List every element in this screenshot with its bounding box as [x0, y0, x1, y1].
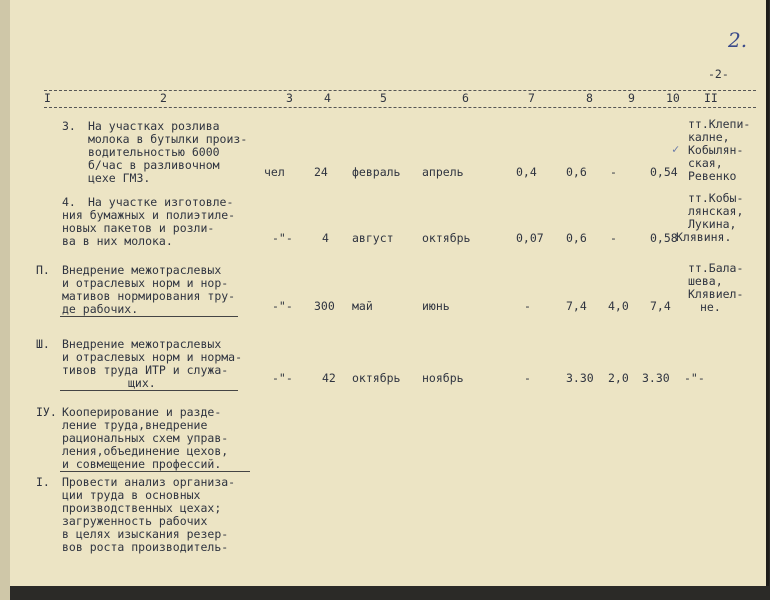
header-col-8: 8 — [586, 91, 593, 105]
row-text-line: рациональных схем управ- — [62, 431, 229, 445]
responsible-line: тт.Кобы- — [688, 191, 744, 205]
row-number: 3. — [62, 119, 76, 133]
responsible-line: Кобылян- — [688, 143, 744, 157]
row-text-line: Провести анализ организа- — [62, 475, 236, 489]
row-number: I. — [36, 475, 50, 489]
col10-cell: 0,58 — [650, 231, 678, 245]
page-number: -2- — [708, 67, 729, 81]
responsible-line: не. — [700, 300, 721, 314]
col10-cell: 7,4 — [650, 299, 671, 313]
check-mark-icon: ✓ — [672, 142, 680, 156]
start-month-cell: февраль — [352, 165, 401, 179]
col4-cell: 4 — [322, 231, 329, 245]
responsible-line: -"- — [684, 371, 705, 385]
row-text-line: ления,объединение цехов, — [62, 444, 229, 458]
row-text-line: ния бумажных и полиэтиле- — [62, 208, 236, 222]
col7-cell: 0,07 — [516, 231, 544, 245]
row-text-line: Внедрение межотраслевых — [62, 263, 222, 277]
col4-cell: 300 — [314, 299, 335, 313]
col10-cell: 0,54 — [650, 165, 678, 179]
responsible-line: ская, — [688, 156, 723, 170]
underline-rule — [60, 390, 238, 391]
col9-cell: - — [610, 231, 617, 245]
responsible-line: Ревенко — [688, 169, 737, 183]
col9-cell: - — [610, 165, 617, 179]
col8-cell: 0,6 — [566, 231, 587, 245]
handwritten-page-mark: 2. — [728, 28, 748, 52]
col4-cell: 42 — [322, 371, 336, 385]
row-number: П. — [36, 263, 50, 277]
responsible-line: лянская, — [688, 204, 744, 218]
start-month-cell: август — [352, 231, 394, 245]
col7-cell: - — [524, 371, 531, 385]
responsible-line: шева, — [688, 274, 723, 288]
row-text-line: Кооперирование и разде- — [62, 405, 222, 419]
row-text-line: цехе ГМЗ. — [88, 171, 151, 185]
table-header-rule — [44, 90, 756, 108]
col7-cell: - — [524, 299, 531, 313]
header-col-7: 7 — [528, 91, 535, 105]
start-month-cell: октябрь — [352, 371, 401, 385]
responsible-line: Лукина, — [688, 217, 737, 231]
unit-cell: -"- — [272, 231, 293, 245]
row-text-line: На участках розлива — [88, 119, 220, 133]
unit-cell: -"- — [272, 299, 293, 313]
header-col-1: I — [44, 91, 51, 105]
header-col-4: 4 — [324, 91, 331, 105]
col4-cell: 24 — [314, 165, 328, 179]
row-text-line: ва в них молока. — [62, 234, 173, 248]
responsible-line: калне, — [688, 130, 730, 144]
header-col-2: 2 — [160, 91, 167, 105]
header-col-11: II — [704, 91, 718, 105]
row-text-line: вов роста производитель- — [62, 540, 229, 554]
col8-cell: 3.30 — [566, 371, 594, 385]
row-text-line: мативов нормирования тру- — [62, 289, 236, 303]
row-text-line: водительностью 6000 — [88, 145, 220, 159]
row-text-line: ции труда в основных — [62, 488, 201, 502]
document-page — [10, 0, 769, 586]
row-number: IУ. — [36, 405, 57, 419]
header-col-3: 3 — [286, 91, 293, 105]
row-text-line: де рабочих. — [62, 302, 139, 316]
binding-edge — [0, 0, 10, 600]
row-text-line: и отраслевых норм и нор- — [62, 276, 229, 290]
row-text-line: производственных цехах; — [62, 501, 222, 515]
underline-rule — [60, 316, 238, 317]
col10-cell: 3.30 — [642, 371, 670, 385]
unit-cell: -"- — [272, 371, 293, 385]
header-col-6: 6 — [462, 91, 469, 105]
row-text-line: в целях изыскания резер- — [62, 527, 229, 541]
row-text-line: новых пакетов и розли- — [62, 221, 215, 235]
col7-cell: 0,4 — [516, 165, 537, 179]
col8-cell: 7,4 — [566, 299, 587, 313]
row-text-line: ление труда,внедрение — [62, 418, 208, 432]
end-month-cell: октябрь — [422, 231, 471, 245]
row-text-line: и отраслевых норм и норма- — [62, 350, 243, 364]
unit-cell: чел — [264, 165, 285, 179]
row-text-line: щих. — [128, 376, 156, 390]
row-text-line: молока в бутылки произ- — [88, 132, 248, 146]
row-text-line: Внедрение межотраслевых — [62, 337, 222, 351]
row-number: Ш. — [36, 337, 50, 351]
row-text-line: На участке изготовле- — [88, 195, 234, 209]
end-month-cell: ноябрь — [422, 371, 464, 385]
row-text-line: загруженность рабочих — [62, 514, 208, 528]
row-number: 4. — [62, 195, 76, 209]
col8-cell: 0,6 — [566, 165, 587, 179]
end-month-cell: июнь — [422, 299, 450, 313]
row-text-line: б/час в разливочном — [88, 158, 220, 172]
underline-rule — [60, 471, 250, 472]
start-month-cell: май — [352, 299, 373, 313]
end-month-cell: апрель — [422, 165, 464, 179]
header-col-9: 9 — [628, 91, 635, 105]
row-text-line: и совмещение профессий. — [62, 457, 222, 471]
row-text-line: тивов труда ИТР и служа- — [62, 363, 229, 377]
responsible-line: тт.Клепи- — [688, 117, 751, 131]
responsible-line: Клявиня. — [676, 230, 732, 244]
header-col-10: 10 — [666, 91, 680, 105]
col9-cell: 4,0 — [608, 299, 629, 313]
responsible-line: тт.Балa- — [688, 261, 744, 275]
header-col-5: 5 — [380, 91, 387, 105]
responsible-line: Клявиел- — [688, 287, 744, 301]
col9-cell: 2,0 — [608, 371, 629, 385]
